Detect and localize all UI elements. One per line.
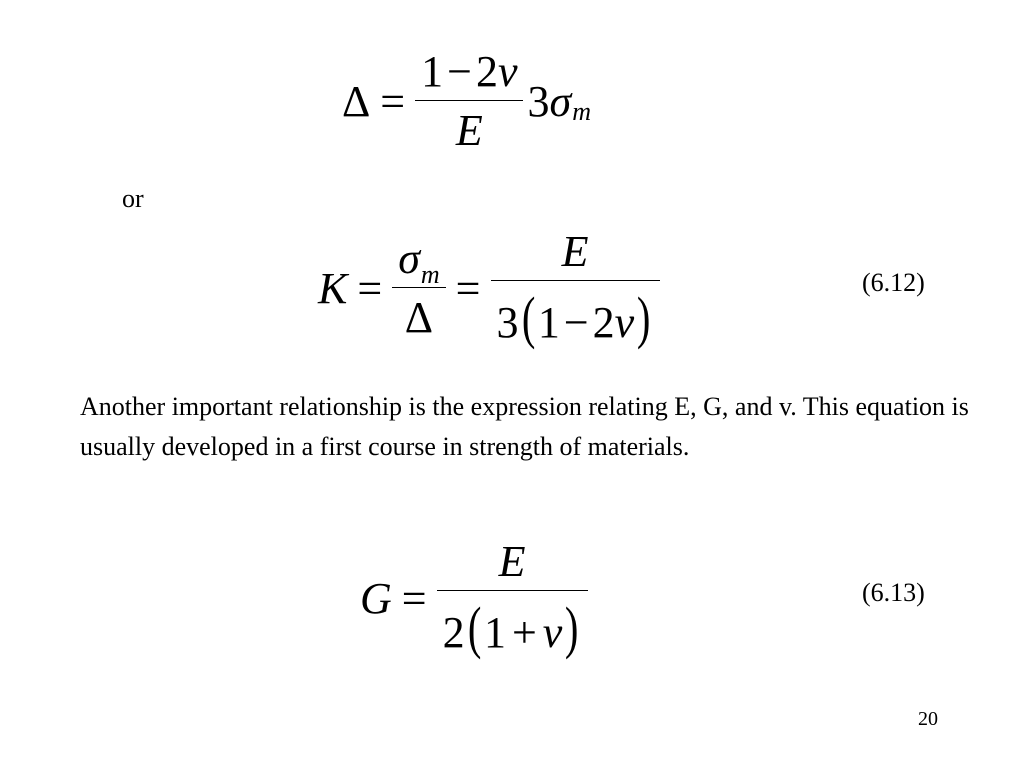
- fraction-denominator: Δ: [404, 293, 434, 342]
- fraction-denominator: E: [455, 106, 483, 155]
- coefficient: 3: [527, 76, 550, 126]
- delta-symbol: Δ: [342, 76, 371, 126]
- poisson-ratio-variable: v: [542, 608, 563, 657]
- fraction-denominator: 2 ( 1 + v ): [442, 595, 579, 660]
- equation-dilatation: [342, 47, 591, 155]
- poisson-ratio-variable: v: [614, 298, 635, 347]
- fraction-numerator: [392, 234, 445, 289]
- equals-sign: =: [401, 573, 427, 623]
- equation-number: (6.13): [862, 578, 925, 607]
- left-paren: (: [521, 285, 535, 350]
- fraction-sigma-over-delta: [392, 234, 445, 342]
- fraction-numerator: E: [561, 227, 589, 276]
- bulk-modulus-variable: K: [318, 263, 348, 313]
- fraction: [437, 537, 588, 660]
- fraction-numerator: E: [498, 537, 526, 586]
- fraction-denominator: 3 ( 1 − 2 v ): [496, 285, 651, 350]
- shear-modulus-variable: G: [360, 573, 392, 623]
- fraction-e-over-3: [491, 227, 660, 350]
- connector-word: or: [122, 184, 144, 213]
- right-paren: ): [637, 285, 651, 350]
- page-number: 20: [918, 708, 938, 730]
- equals-sign: =: [455, 263, 481, 313]
- subscript-m: m: [420, 260, 440, 289]
- sigma-symbol: σ: [398, 234, 420, 283]
- subscript-m: m: [572, 96, 591, 126]
- equals-sign: =: [357, 263, 383, 313]
- equation-bulk-modulus: [318, 227, 660, 350]
- fraction: [415, 47, 523, 155]
- fraction-numerator: 1 − 2 v: [421, 47, 518, 96]
- left-paren: (: [467, 595, 482, 660]
- equation-shear-modulus: [360, 537, 588, 660]
- equals-sign: =: [380, 76, 406, 126]
- sigma-symbol: σ: [549, 76, 572, 126]
- poisson-ratio-variable: v: [497, 47, 518, 96]
- equation-number: (6.12): [862, 268, 925, 297]
- body-paragraph: Another important relationship is the expression relating E, G, and v. This equation is usually developed in a first course in strength of materials.: [80, 392, 969, 461]
- right-paren: ): [565, 595, 579, 660]
